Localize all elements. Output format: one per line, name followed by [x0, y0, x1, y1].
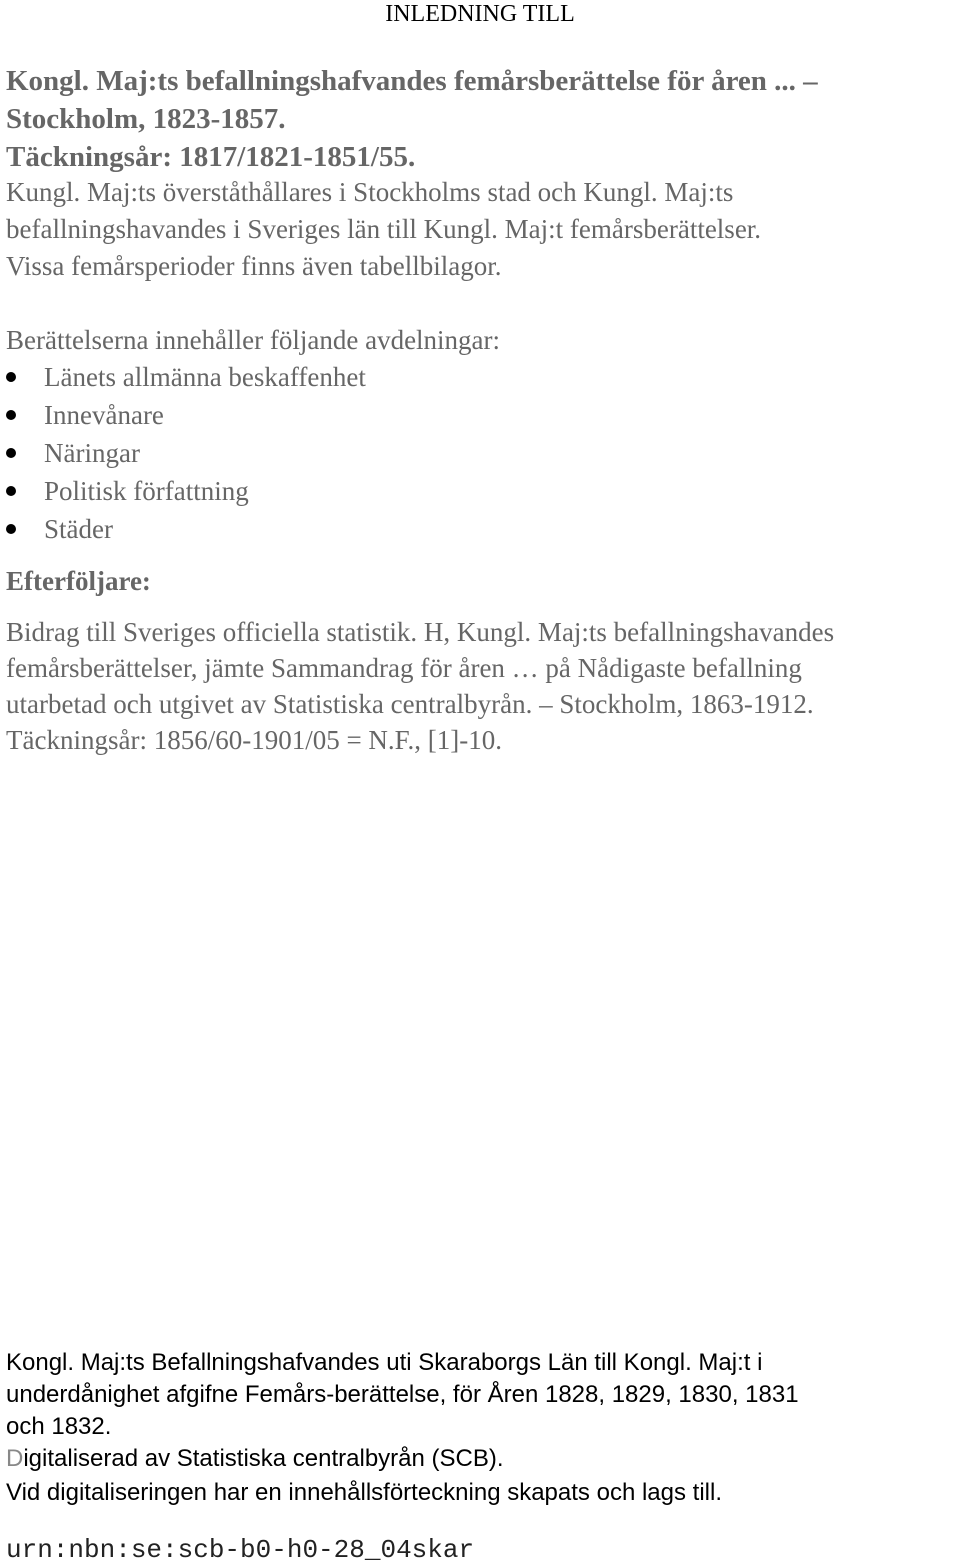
sections-intro: Berättelserna innehåller följande avdelningar: — [6, 325, 501, 355]
list-item-label: Städer — [44, 514, 113, 544]
list-item-label: Politisk författning — [44, 476, 249, 506]
bullet-icon — [6, 524, 16, 534]
footer-title-line: underdånighet afgifne Femårs-berättelse, för Åren 1828, 1829, 1830, 1831 — [6, 1381, 799, 1408]
document-title-line: Stockholm, 1823-1857. — [6, 103, 286, 135]
document-title-line: Täckningsår: 1817/1821-1851/55. — [6, 141, 416, 173]
description-line: befallningshavandes i Sveriges län till Kungl. Maj:t femårsberättelser. — [6, 214, 762, 244]
successor-line: utarbetad och utgivet av Statistiska centralbyrån. – Stockholm, 1863-1912. — [6, 689, 814, 719]
footer-title-line: och 1832. — [6, 1413, 112, 1440]
urn-identifier: urn:nbn:se:scb-b0-h0-28_04skar — [6, 1535, 475, 1565]
description-line: Vissa femårsperioder finns även tabellbilagor. — [6, 251, 502, 281]
bullet-icon — [6, 486, 16, 496]
digitized-first-letter: D — [6, 1445, 24, 1472]
list-item — [0, 510, 366, 548]
list-item — [0, 434, 366, 472]
successor-line: Täckningsår: 1856/60-1901/05 = N.F., [1]-10. — [6, 725, 502, 755]
footer-title — [6, 1347, 954, 1443]
digitized-by-note — [6, 1443, 954, 1475]
successor-text — [6, 614, 954, 758]
digitization-note: Vid digitaliseringen har en innehållsförteckning skapats och lags till. — [6, 1479, 722, 1506]
bullet-icon — [6, 410, 16, 420]
list-item-label: Näringar — [44, 438, 140, 468]
successor-line: femårsberättelser, jämte Sammandrag för åren … på Nådigaste befallning — [6, 653, 802, 683]
list-item-label: Länets allmänna beskaffenhet — [44, 362, 366, 392]
document-title-line: Kongl. Maj:ts befallningshafvandes femårsberättelse för åren ... – — [6, 65, 818, 97]
successor-heading: Efterföljare: — [6, 566, 151, 596]
list-item — [0, 396, 366, 434]
list-item — [0, 358, 366, 396]
document-title — [6, 62, 954, 176]
bullet-icon — [6, 448, 16, 458]
digitized-rest: igitaliserad av Statistiska centralbyrån (SCB). — [23, 1445, 504, 1472]
list-item — [0, 472, 366, 510]
bullet-icon — [6, 372, 16, 382]
description-line: Kungl. Maj:ts överståthållares i Stockholms stad och Kungl. Maj:ts — [6, 177, 734, 207]
list-item-label: Innevånare — [44, 400, 164, 430]
document-description — [6, 174, 954, 285]
footer-title-line: Kongl. Maj:ts Befallningshafvandes uti Skaraborgs Län till Kongl. Maj:t i — [6, 1349, 763, 1376]
successor-line: Bidrag till Sveriges officiella statistik. H, Kungl. Maj:ts befallningshavandes — [6, 617, 835, 647]
sections-list — [0, 358, 366, 548]
page-header-title: INLEDNING TILL — [385, 1, 575, 27]
